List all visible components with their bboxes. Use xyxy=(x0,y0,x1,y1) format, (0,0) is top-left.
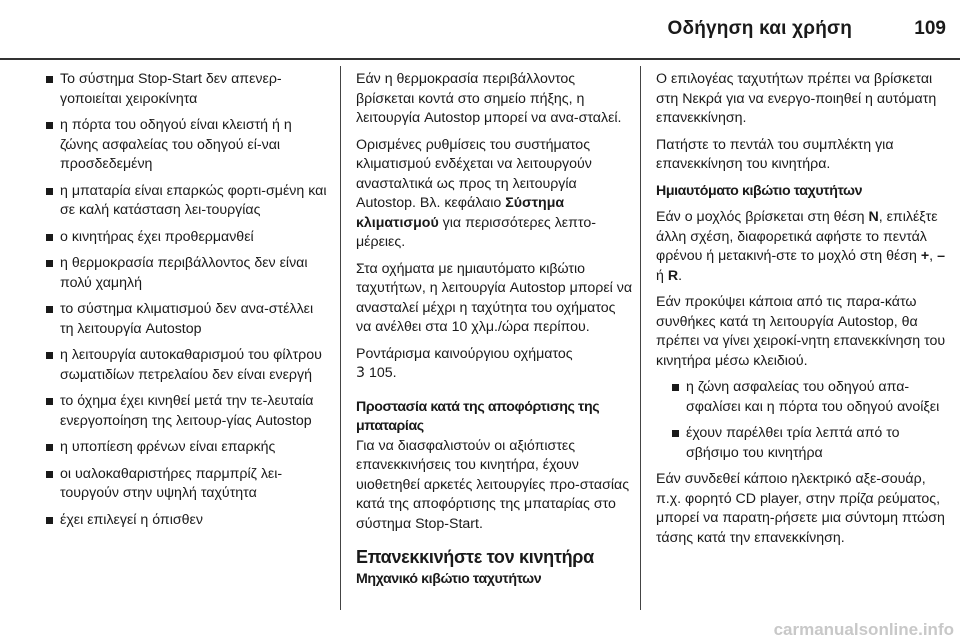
gear-n: N xyxy=(868,209,879,225)
list-item: έχει επιλεγεί η όπισθεν xyxy=(44,511,330,531)
text: ή xyxy=(656,267,668,284)
paragraph: Εάν συνδεθεί κάποιο ηλεκτρικό αξε-σουάρ, π.χ. φορητό CD player, στην πρίζα ρεύματος, μπορεί να παρατη-ρήσετε μια σύντομη πτώση τάσης κατά την επανεκκίνηση. xyxy=(656,471,945,546)
section-heading-restart: Επανεκκινήστε τον κινητήρα xyxy=(356,547,594,567)
watermark: carmanualsonline.info xyxy=(773,620,954,639)
list-item: η μπαταρία είναι επαρκώς φορτι-σμένη και σε καλή κατάσταση λει-τουργίας xyxy=(44,182,330,221)
list-item: ο κινητήρας έχει προθερμανθεί xyxy=(44,228,330,248)
section-heading-battery: Προστασία κατά της αποφόρτισης της μπαταρίας xyxy=(356,398,600,434)
restart-condition-list xyxy=(656,378,948,463)
list-item: έχουν παρέλθει τρία λεπτά από το σβήσιμο του κινητήρα xyxy=(656,424,948,463)
subheading-semiauto: Ημιαυτόματο κιβώτιο ταχυτήτων xyxy=(656,182,863,199)
column-middle xyxy=(356,70,634,589)
text: . xyxy=(678,267,683,284)
chapter-reference: Σύστημα κλιματισμού xyxy=(356,195,565,231)
column-divider xyxy=(640,66,641,610)
text: , xyxy=(929,248,938,264)
paragraph: Για να διασφαλιστούν οι αξιόπιστες επανεκκινήσεις του κινητήρα, έχουν υιοθετηθεί αρκετές λειτουργίες προ-στασίας κατά της αποφόρτισης της μπαταρίας στο σύστημα Stop-Start. xyxy=(356,437,630,532)
paragraph: Πατήστε το πεντάλ του συμπλέκτη για επανεκκίνηση του κινητήρα. xyxy=(656,136,894,172)
column-divider xyxy=(340,66,341,610)
subheading-manual: Μηχανικό κιβώτιο ταχυτήτων xyxy=(356,570,542,587)
text: για περισσότερες λεπτο-μέρειες. xyxy=(356,214,596,250)
paragraph: Εάν η θερμοκρασία περιβάλλοντος βρίσκεται κοντά στο σημείο πήξης, η λειτουργία Autostop μπορεί να ανα-σταλεί. xyxy=(356,71,622,126)
column-right xyxy=(656,70,948,555)
gear-minus: – xyxy=(937,248,945,264)
list-item: η πόρτα του οδηγού είναι κλειστή ή η ζώνης ασφαλείας του οδηγού εί-ναι προσδεδεμένη xyxy=(44,116,330,175)
text: Εάν ο μοχλός βρίσκεται στη θέση xyxy=(656,209,869,225)
text: Ορισμένες ρυθμίσεις του συστήματος κλιματισμού ενδέχεται να λειτουργούν ανασταλτικά ως προς τη λειτουργία Autostop. Βλ. κεφάλαιο xyxy=(356,136,592,211)
paragraph xyxy=(356,345,634,384)
page-title: Οδήγηση και χρήση xyxy=(667,18,852,39)
paragraph: Στα οχήματα με ημιαυτόματο κιβώτιο ταχυτήτων, η λειτουργία Autostop μπορεί να ανασταλεί μέχρι η ταχύτητα του οχήματος να ανέλθει στα 10 χλμ./ώρα περίπου. xyxy=(356,260,633,335)
list-item: το σύστημα κλιματισμού δεν ανα-στέλλει τη λειτουργία Autostop xyxy=(44,300,330,339)
page-number: 109 xyxy=(914,18,946,39)
paragraph xyxy=(356,136,634,253)
page-reference-arrow: 3 xyxy=(356,365,366,381)
paragraph: Εάν προκύψει κάποια από τις παρα-κάτω συνθήκες κατά τη λειτουργία Autostop, θα πρέπει να γίνει χειροκί-νητη επανεκκίνηση του κινητήρα μέσω κλειδιού. xyxy=(656,294,946,369)
text: , επιλέξτε άλλη σχέση, διαφορετικά αφήστε το πεντάλ φρένου ή μετακινή-στε το μοχλό στη θέση xyxy=(656,209,938,264)
condition-list xyxy=(44,70,330,530)
text: Ροντάρισμα καινούργιου οχήματος xyxy=(356,345,573,362)
paragraph: Ο επιλογέας ταχυτήτων πρέπει να βρίσκεται στη Νεκρά για να ενεργο-ποιηθεί η αυτόματη επανεκκίνηση. xyxy=(656,71,937,126)
list-item: η υποπίεση φρένων είναι επαρκής xyxy=(44,438,330,458)
gear-plus: + xyxy=(920,248,930,264)
gear-r: R xyxy=(667,267,679,284)
column-left xyxy=(44,70,330,537)
list-item: η θερμοκρασία περιβάλλοντος δεν είναι πολύ χαμηλή xyxy=(44,254,330,293)
list-item: η ζώνη ασφαλείας του οδηγού απα-σφαλίσει και η πόρτα του οδηγού ανοίξει xyxy=(656,378,948,417)
list-item: η λειτουργία αυτοκαθαρισμού του φίλτρου σωματιδίων πετρελαίου δεν είναι ενεργή xyxy=(44,346,330,385)
page-header xyxy=(0,0,960,60)
header-rule xyxy=(0,58,960,60)
list-item: οι υαλοκαθαριστήρες παρμπρίζ λει-τουργούν στην υψηλή ταχύτητα xyxy=(44,465,330,504)
page-reference: 105. xyxy=(365,365,397,381)
paragraph xyxy=(656,208,948,286)
list-item: το όχημα έχει κινηθεί μετά την τε-λευταία ενεργοποίηση της λειτουρ-γίας Autostop xyxy=(44,392,330,431)
list-item: Το σύστημα Stop-Start δεν απενερ-γοποιείται χειροκίνητα xyxy=(44,70,330,109)
